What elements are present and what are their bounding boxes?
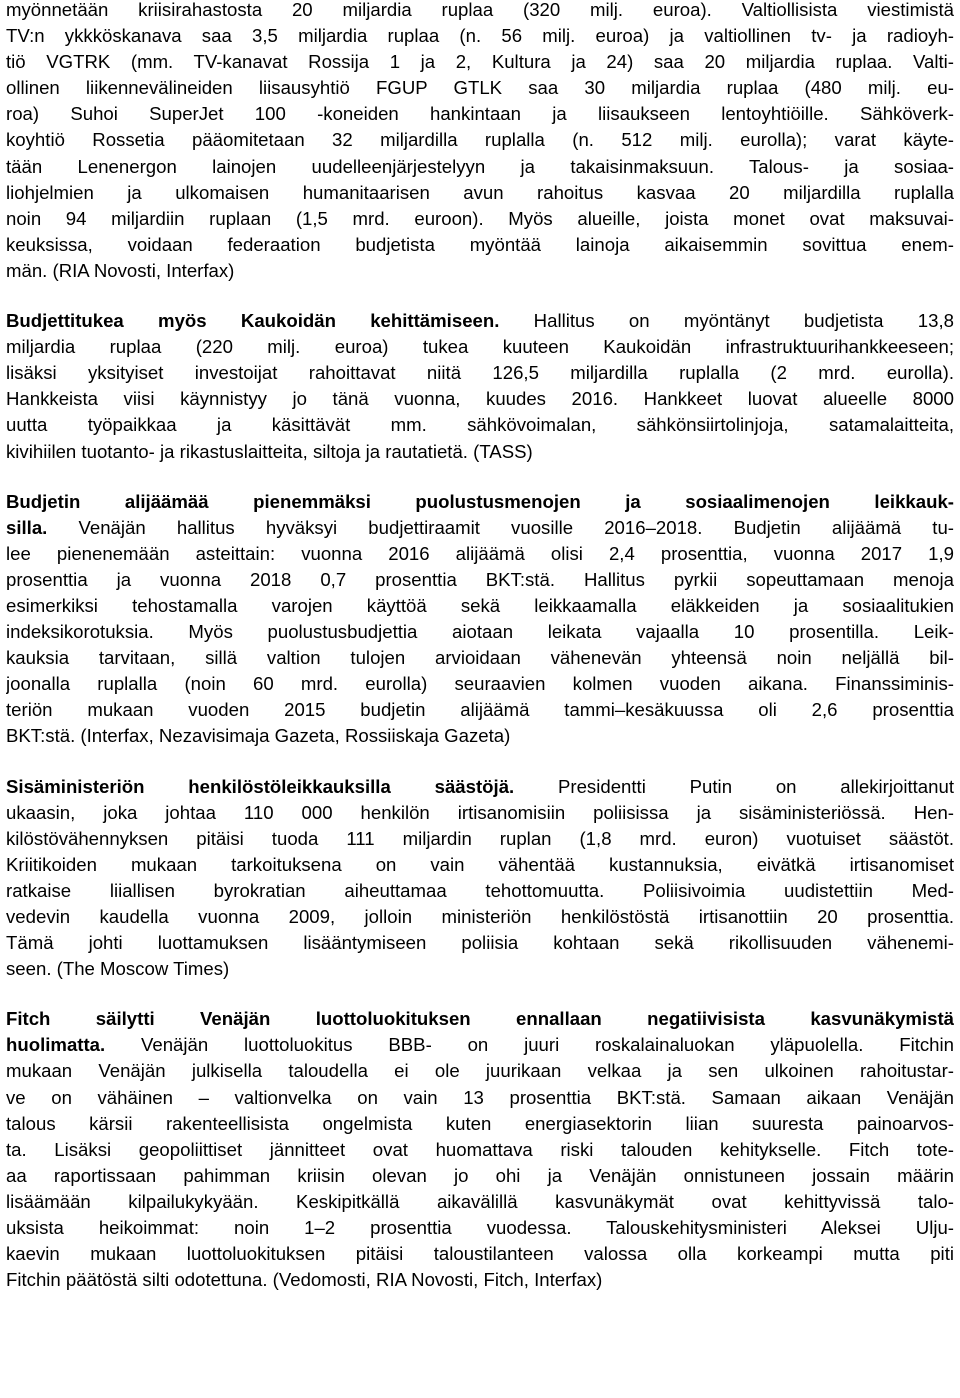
text-line: noin 94 miljardiin ruplaan (1,5 mrd. euroon). Myös alueille, joista monet ovat maksuvai-	[6, 207, 954, 229]
text-line: miljardia ruplaa (220 milj. euroa) tukea kuuteen Kaukoidän infrastruktuurihankkeeseen;	[6, 336, 954, 358]
text-line: kauksia tarvitaan, sillä valtion tulojen arvioidaan vähenevän yhteensä noin neljällä bil-	[6, 647, 954, 669]
text-line: myönnetään kriisirahastosta 20 miljardia ruplaa (320 milj. euroa). Valtiollisista viestimistä	[6, 0, 954, 20]
text-line: Fitchin päätöstä silti odotettuna. (Vedomosti, RIA Novosti, Fitch, Interfax)	[6, 1269, 603, 1291]
paragraph-gap	[6, 284, 954, 308]
news-item-lead-text: Presidentti Putin on allekirjoittanut	[514, 775, 954, 797]
text-line: aa raportissaan pahimman kriisin olevan jo ohi ja Venäjän onnistuneen jossain määrin	[6, 1164, 954, 1186]
text-line: Tämä johti luottamuksen lisääntymiseen poliisia kohtaan sekä rikollisuuden vähenemi-	[6, 932, 954, 954]
news-item-budget-deficit	[6, 489, 954, 750]
text-line: roa) Suhoi SuperJet 100 -koneiden hankintaan ja liisaukseen lentoyhtiöille. Sähköverk-	[6, 103, 954, 125]
text-line: Hankkeista viisi käynnistyy jo tänä vuonna, kuudes 2016. Hankkeet luovat alueelle 8000	[6, 388, 954, 410]
text-line: kilöstövähennyksen pitäisi tuoda 111 miljardin ruplan (1,8 mrd. euron) vuotuiset säästöt.	[6, 827, 954, 849]
text-line: BKT:stä. (Interfax, Nezavisimaja Gazeta, Rossiiskaja Gazeta)	[6, 725, 511, 747]
news-item-interior-ministry	[6, 774, 954, 983]
news-item-far-east	[6, 308, 954, 465]
news-item-lead-text: Venäjän hallitus hyväksyi budjettiraamit vuosille 2016–2018. Budjetin alijäämä tu-	[47, 516, 954, 538]
text-line: prosenttia ja vuonna 2018 0,7 prosenttia BKT:stä. Hallitus pyrkii sopeuttamaan menoja	[6, 568, 954, 590]
text-line: seen. (The Moscow Times)	[6, 958, 230, 980]
news-item-heading: Sisäministeriön henkilöstöleikkauksilla säästöjä.	[6, 775, 515, 797]
text-line: TV:n ykkköskanava saa 3,5 miljardia ruplaa (n. 56 milj. euroa) ja valtiollinen tv- ja radioyh-	[6, 25, 954, 47]
text-line: lee pienenemään asteittain: vuonna 2016 alijäämä olisi 2,4 prosenttia, vuonna 2017 1,9	[6, 542, 954, 564]
text-line: lisäämään kilpailukykyään. Keskipitkällä aikavälillä kasvunäkymät ovat kehittyvissä talo-	[6, 1190, 954, 1212]
text-line: kaevin mukaan luottoluokituksen pitäisi taloustilanteen valossa olla korkeampi mutta piti	[6, 1243, 954, 1265]
text-line: ollinen liikennevälineiden liisausyhtiö FGUP GTLK saa 30 miljardia ruplaa (480 milj. eu-	[6, 77, 954, 99]
text-line: teriön mukaan vuoden 2015 budjetin alijäämä tammi–kesäkuussa oli 2,6 prosenttia	[6, 699, 954, 721]
text-line: joonalla ruplalla (noin 60 mrd. eurolla) seuraavien kolmen vuoden aikana. Finanssiminis-	[6, 673, 954, 695]
paragraph-gap	[6, 982, 954, 1006]
text-line: ukaasin, joka johtaa 110 000 henkilön irtisanomisiin poliisissa ja sisäministeriössä. Hen-	[6, 801, 954, 823]
text-line: män. (RIA Novosti, Interfax)	[6, 259, 235, 281]
news-item-fitch-rating	[6, 1006, 954, 1293]
text-line: Kriitikoiden mukaan tarkoituksena on vain vähentää kustannuksia, eivätkä irtisanomiset	[6, 853, 954, 875]
text-line: indeksikorotuksia. Myös puolustusbudjettia aiotaan leikata vajaalla 10 prosentilla. Leik-	[6, 621, 954, 643]
text-line: tiö VGTRK (mm. TV-kanavat Rossija 1 ja 2, Kultura ja 24) saa 20 miljardia ruplaa. Valti-	[6, 51, 954, 73]
news-item-lead-text: Venäjän luottoluokitus BBB- on juuri roskalainaluokan yläpuolella. Fitchin	[105, 1034, 954, 1056]
news-item-heading: Fitch säilytti Venäjän luottoluokituksen ennallaan negatiivisista kasvunäkymistä	[6, 1008, 954, 1030]
text-line: ratkaise liiallisen byrokratian aiheuttamaa tehottomuutta. Poliisivoimia uudistettiin Med-	[6, 879, 954, 901]
news-item-first-line	[6, 1032, 954, 1058]
text-line: vedevin kaudella vuonna 2009, jolloin ministeriön henkilöstöstä irtisanottiin 20 prosenttia.	[6, 906, 954, 927]
text-line: tään Lenenergon lainojen uudelleenjärjestelyyn ja takaisinmaksuun. Talous- ja sosiaa-	[6, 155, 954, 177]
text-line: liohjelmien ja ulkomaisen humanitaarisen avun rahoitus kasvaa 20 miljardilla ruplalla	[6, 181, 954, 203]
document-page	[6, 0, 954, 1293]
news-item-first-line	[6, 515, 954, 541]
text-line: keuksissa, voidaan federaation budjetista myöntää lainoja aikaisemmin sovittua enem-	[6, 233, 954, 255]
news-item-heading-end: silla.	[6, 516, 48, 538]
text-line: lisäksi yksityiset investoijat rahoittavat niitä 126,5 miljardilla ruplalla (2 mrd. eurolla).	[6, 362, 954, 384]
intro-paragraph	[6, 0, 954, 284]
news-item-heading: Budjettitukea myös Kaukoidän kehittämiseen.	[6, 310, 500, 332]
news-item-first-line	[6, 774, 954, 800]
news-item-first-line	[6, 308, 954, 334]
news-item-heading-end: huolimatta.	[6, 1034, 106, 1056]
text-line: kivihiilen tuotanto- ja rikastuslaitteita, siltoja ja rautatietä. (TASS)	[6, 440, 533, 462]
text-line: ve on vähäinen – valtionvelka on vain 13 prosenttia BKT:stä. Samaan aikaan Venäjän	[6, 1086, 954, 1108]
text-line: talous kärsii rakenteellisista ongelmista kuten energiasektorin liian suuresta painoarvos-	[6, 1112, 954, 1134]
text-line: uutta työpaikkaa ja käsittävät mm. sähkövoimalan, sähkönsiirtolinjoja, satamalaitteita,	[6, 414, 954, 436]
paragraph-gap	[6, 465, 954, 489]
text-line: ta. Lisäksi geopoliittiset jännitteet ovat huomattava riski talouden kehitykselle. Fitch tote-	[6, 1138, 954, 1160]
news-item-heading: Budjetin alijäämää pienemmäksi puolustusmenojen ja sosiaalimenojen leikkauk-	[6, 490, 954, 512]
news-item-lead-text: Hallitus on myöntänyt budjetista 13,8	[499, 310, 954, 332]
text-line: mukaan Venäjän julkisella taloudella ei ole juurikaan velkaa ja sen ulkoinen rahoitustar-	[6, 1060, 954, 1082]
paragraph-gap	[6, 750, 954, 774]
text-line: koyhtiö Rossetia pääomitetaan 32 miljardilla ruplalla (n. 512 milj. eurolla); varat käyte-	[6, 129, 954, 151]
text-line: esimerkiksi tehostamalla varojen käyttöä sekä leikkaamalla eläkkeiden ja sosiaalitukien	[6, 594, 954, 616]
text-line: uksista heikoimmat: noin 1–2 prosenttia vuodessa. Talouskehitysministeri Aleksei Ulju-	[6, 1217, 954, 1239]
